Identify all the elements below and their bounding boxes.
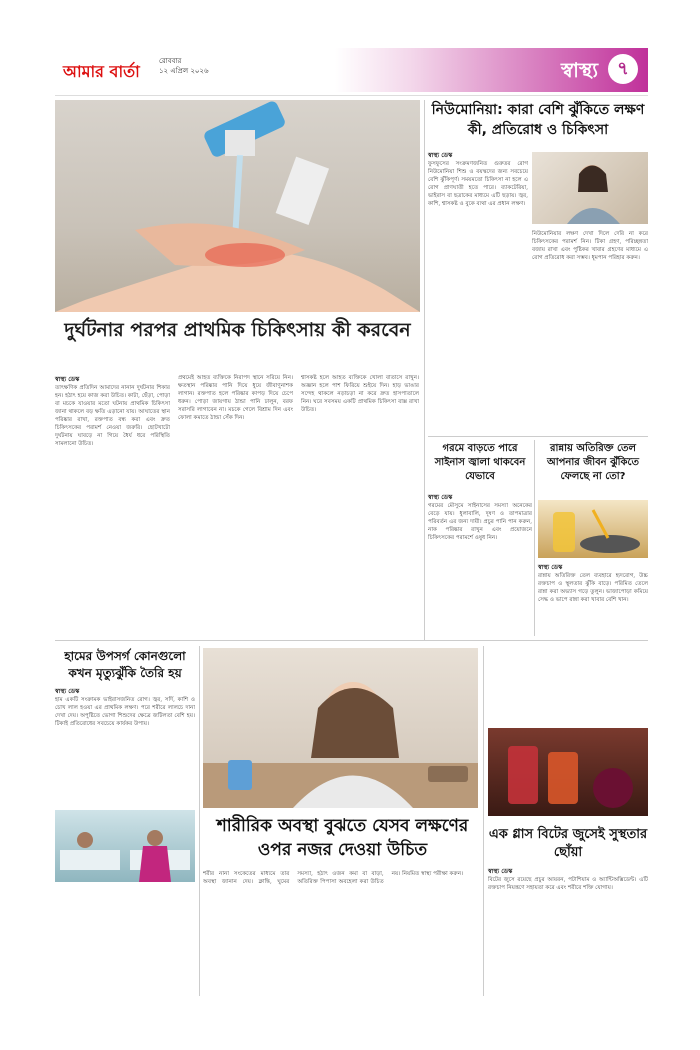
sinus-headline: গরমে বাড়তে পারে সাইনাস জ্বালা থাকবেন যেভাবে (434, 443, 526, 482)
pneumonia-col2: নিউমোনিয়ার লক্ষণ দেখা দিলে দেরি না করে চিকিৎসকের পরামর্শ নিন। টিকা গ্রহণ, পরিচ্ছন্নতা বজায় রাখা এবং পুষ্টিকর খাবার গ্রহণের মাধ্যমে এ রোগ প্রতিরোধ করা সম্ভব। ধূমপান পরিহার করুন। (532, 231, 648, 261)
masthead (55, 46, 648, 96)
first-aid-headline: দুর্ঘটনার পরপর প্রাথমিক চিকিৎসায় কী করবেন (64, 319, 411, 341)
beet-headline: এক গ্লাস বিটের জুসেই সুস্থতার ছোঁয়া (488, 827, 648, 860)
first-aid-photo (55, 100, 420, 312)
oil-headline: রান্নায় অতিরিক্ত তেল আপনার জীবন ঝুঁকিতে ফেলছে না তো? (546, 443, 640, 482)
measles-photo (55, 810, 195, 882)
divider (55, 640, 648, 641)
page-number: ৭ (608, 54, 638, 84)
measles-headline: হামের উপসর্গ কোনগুলো কখন মৃত্যুঝুঁকি তৈরি হয় (64, 649, 186, 680)
first-aid-col2: প্রথমেই আহত ব্যক্তিকে নিরাপদ স্থানে সরিয়ে নিন। ক্ষতস্থান পরিষ্কার পানি দিয়ে ধুয়ে জীবাণুনাশক লাগান। রক্তপাত হলে পরিষ্কার কাপড় দিয়ে চেপে ধরুন। পোড়া জায়গায় ঠান্ডা পানি ঢালুন, বরফ সরাসরি লাগাবেন না। মচকে গেলে বিশ্রাম দিন এবং ফোলা কমাতে ঠান্ডা সেঁক দিন। (178, 375, 293, 421)
oil-text: রান্নায় অতিরিক্ত তেল ব্যবহারে হৃদরোগ, উচ্চ রক্তচাপ ও স্থূলতার ঝুঁকি বাড়ে। পরিমিত তেলে রান্না করা অভ্যাস গড়ে তুলুন। ভাজাপোড়া কমিয়ে সেদ্ধ ও ভাপে রান্না করা খাবার বেশি খান। (538, 573, 648, 603)
measles-byline: স্বাস্থ্য ডেস্ক (55, 688, 80, 695)
sinus-text: গরমের মৌসুমে সাইনাসের সমস্যা অনেকের বেড়ে যায়। ধুলাবালি, দূষণ ও তাপমাত্রার পরিবর্তন এর জন্য দায়ী। প্রচুর পানি পান করুন, নাক পরিষ্কার রাখুন এবং প্রয়োজনে চিকিৎসকের পরামর্শে ওষুধ নিন। (428, 503, 532, 541)
tired-woman-photo (203, 648, 478, 808)
beet-photo (488, 728, 648, 816)
beet-text: বিটের জুসে রয়েছে প্রচুর আয়রন, পটাশিয়াম ও অ্যান্টিঅক্সিডেন্ট। এটি রক্তচাপ নিয়ন্ত্রণে সহায়তা করে এবং শরীরে শক্তি যোগায়। (488, 877, 648, 891)
issue-info (159, 56, 239, 76)
divider (534, 440, 535, 636)
divider (199, 646, 200, 996)
first-aid-col3: শ্বাসকষ্ট হলে আহত ব্যক্তিকে খোলা বাতাসে রাখুন। অজ্ঞান হলে পাশ ফিরিয়ে শুইয়ে দিন। হাড় ভাঙার সন্দেহ থাকলে নড়াচড়া না করে দ্রুত হাসপাতালে নিন। ঘরে সবসময় একটি প্রাথমিক চিকিৎসা বাক্স রাখা উচিত। (301, 375, 419, 413)
section-title: স্বাস্থ্য (560, 58, 598, 82)
oil-byline: স্বাস্থ্য ডেস্ক (538, 564, 563, 571)
section-banner (335, 48, 648, 92)
issue-day: রোববার (159, 57, 182, 65)
body-signs-headline: শারীরিক অবস্থা বুঝতে যেসব লক্ষণের ওপর নজর দেওয়া উচিত (216, 816, 469, 860)
pneumonia-col1: ফুসফুসের সংক্রমণজনিত গুরুতর রোগ নিউমোনিয়া শিশু ও বয়স্কদের জন্য সবচেয়ে বেশি ঝুঁকিপূর্ণ। সময়মতো চিকিৎসা না হলে এ রোগ প্রাণঘাতী হতে পারে। ব্যাকটেরিয়া, ভাইরাস বা ছত্রাকের মাধ্যমে এটি ছড়ায়। জ্বর, কাশি, শ্বাসকষ্ট ও বুকে ব্যথা এর প্রধান লক্ষণ। (428, 161, 528, 207)
measles-text: হাম একটি সংক্রামক ভাইরাসজনিত রোগ। জ্বর, সর্দি, কাশি ও চোখ লাল হওয়া এর প্রাথমিক লক্ষণ। পরে শরীরে লালচে দানা দেখা দেয়। অপুষ্টিতে ভোগা শিশুদের ক্ষেত্রে জটিলতা বেশি হয়। টিকাই প্রতিরোধের সবচেয়ে কার্যকর উপায়। (55, 697, 195, 727)
sinus-byline: স্বাস্থ্য ডেস্ক (428, 494, 453, 501)
pneumonia-photo (532, 152, 648, 224)
body-signs-text: শরীর নানা সংকেতের মাধ্যমে তার অবস্থা জানান দেয়। ক্লান্তি, ঘুমের সমস্যা, হঠাৎ ওজন কমা বা বাড়া, অতিরিক্ত পিপাসা অবহেলা করা উচিত নয়। নিয়মিত স্বাস্থ্য পরীক্ষা করুন। (203, 871, 464, 885)
divider (428, 436, 648, 437)
first-aid-byline: স্বাস্থ্য ডেস্ক (55, 376, 80, 383)
divider (424, 100, 425, 640)
oil-photo (538, 500, 648, 558)
measles-text-2 (55, 886, 195, 996)
beet-byline: স্বাস্থ্য ডেস্ক (488, 868, 513, 875)
pneumonia-headline: নিউমোনিয়া: কারা বেশি ঝুঁকিতে লক্ষণ কী, প্রতিরোধ ও চিকিৎসা (431, 102, 645, 138)
first-aid-col1: তাৎক্ষণিক প্রতিদিন আমাদের নানান দুর্ঘটনার শিকার হন। হঠাৎ হয়ে কাজ করা উচিত। কাটা, ছেঁড়া, পোড়া বা মচকে যাওয়ার মতো ঘটনায় প্রাথমিক চিকিৎসা জানা থাকলে বড় ক্ষতি এড়ানো যায়। আঘাতের স্থান পরিষ্কার রাখা, রক্তপাত বন্ধ করা এবং দ্রুত চিকিৎসকের পরামর্শ নেওয়া জরুরি। ছোটখাটো দুর্ঘটনায় ঘাবড়ে না গিয়ে ধৈর্য ধরে পরিস্থিতি সামলানো উচিত। (55, 385, 170, 447)
pneumonia-byline: স্বাস্থ্য ডেস্ক (428, 152, 453, 159)
issue-date: ১২ এপ্রিল ২০২৬ (159, 67, 209, 75)
divider (483, 646, 484, 996)
newspaper-logo: আমার বার্তা (63, 62, 140, 81)
